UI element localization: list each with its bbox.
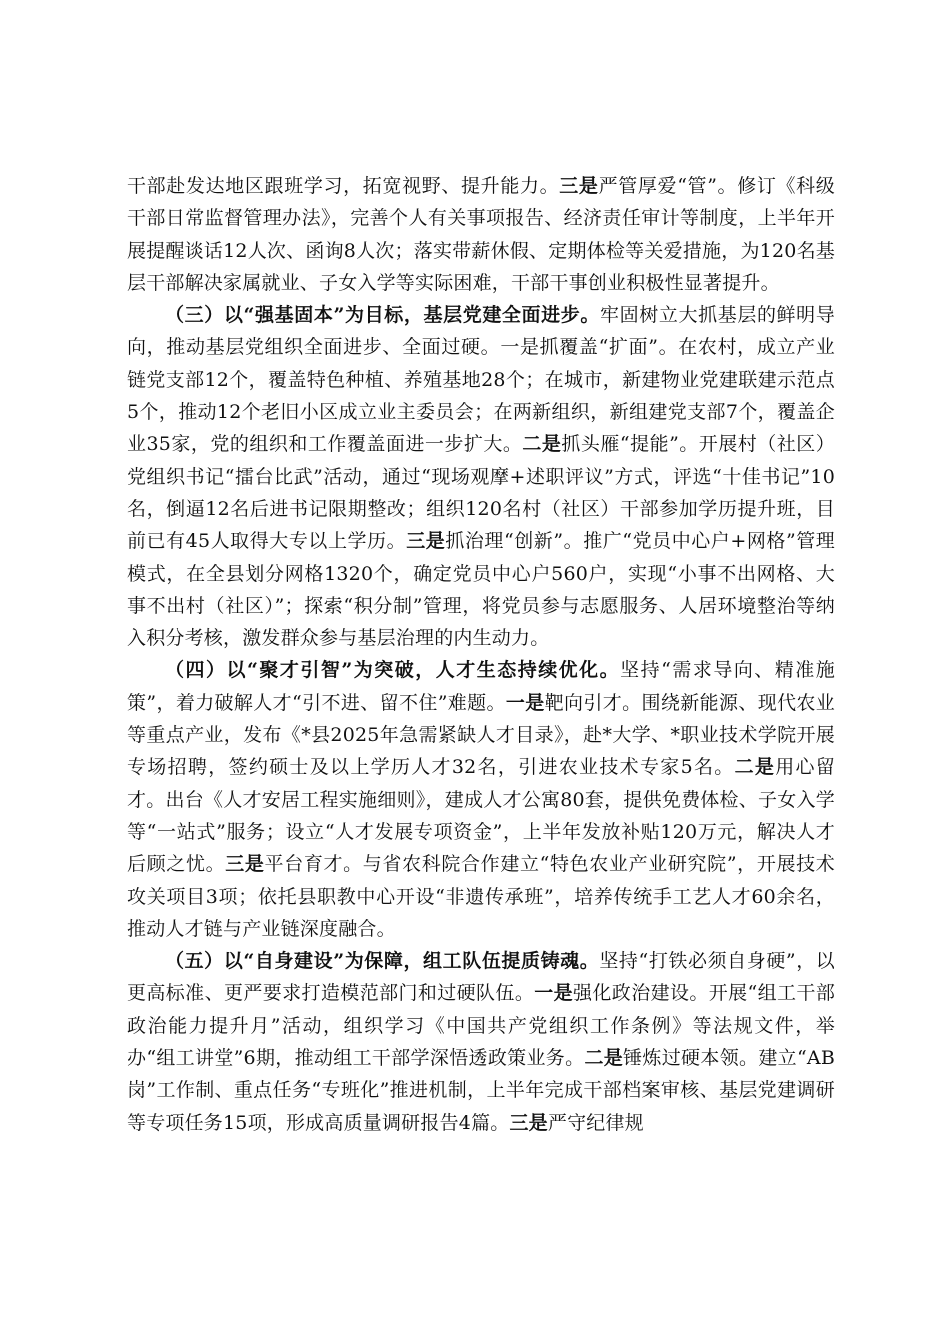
paragraph-continuation [127,170,835,299]
bold-marker: 二是 [734,756,776,779]
text-segment: 抓治理“创新”。推广“党员中心户+网格”管理模式，在全县划分网格1320个，确定党员中心户560户，实现“小事不出网格、大事不出村（社区）”；探索“积分制”管理，将党员参与志愿服务、人居环境整治等纳入积分考核，激发群众参与基层治理的内生动力。 [127,530,835,650]
text-segment: 严守纪律规 [547,1111,644,1134]
paragraph-section-4 [127,654,835,945]
text-segment: 强化政治建设。开展“组工干部政治能力提升月”活动，组织学习《中国共产党组织工作条例》等法规文件，举办“组工讲堂”6期，推动组工干部学深悟透政策业务。 [127,982,836,1070]
section-heading: （三）以“强基固本”为目标，基层党建全面进步。 [165,304,601,327]
text-segment: 严管厚爱“管”。修订《科级干部日常监督管理办法》，完善个人有关事项报告、经济责任审计等制度，上半年开展提醒谈话12人次、函询8人次；落实带薪休假、定期体检等关爱措施，为120名基层干部解决家属就业、子女入学等实际困难，干部干事创业积极性显著提升。 [127,175,836,294]
text-segment: 靶向引才。围绕新能源、现代农业等重点产业，发布《*县2025年急需紧缺人才目录》，赴*大学、*职业技术学院开展专场招聘，签约硕士及以上学历人才32名，引进农业技术专家5名。 [127,691,836,779]
text-segment: 一是 [500,336,540,359]
paragraph-section-3 [127,299,835,654]
bold-marker: 三是 [509,1111,548,1134]
bold-marker: 三是 [406,530,446,553]
text-segment: 坚持“打铁必须自身硬”，以更高标准、更严要求打造模范部门和过硬队伍。 [127,950,835,1005]
section-heading: （五）以“自身建设”为保障，组工队伍提质铸魂。 [165,950,600,973]
section-heading: （四）以“聚才引智”为突破，人才生态持续优化。 [165,659,621,682]
bold-marker: 二是 [584,1047,624,1070]
bold-marker: 三是 [559,175,599,197]
text-segment: 用心留才。出台《人才安居工程实施细则》，建成人才公寓80套，提供免费体检、子女入学等“一站式”服务；设立“人才发展专项资金”，上半年发放补贴120万元，解决人才后顾之忧。 [127,756,835,876]
text-segment: 坚持“需求导向、精准施策”，着力破解人才“引不进、留不住”难题。 [127,659,835,714]
document-body [127,170,835,1139]
bold-marker: 二是 [522,433,562,456]
bold-marker: 三是 [225,853,265,876]
bold-marker: 一是 [534,982,574,1005]
paragraph-section-5 [127,945,835,1139]
text-segment: 锤炼过硬本领。建立“AB岗”工作制、重点任务“专班化”推进机制，上半年完成干部档案审核、基层党建调研等专项任务15项，形成高质量调研报告4篇。 [127,1047,835,1134]
text-segment: 抓头雁“提能”。开展村（社区）党组织书记“擂台比武”活动，通过“现场观摩+述职评议”方式，评选“十佳书记”10名，倒逼12名后进书记限期整改；组织120名村（社区）干部参加学历提升班，目前已有45人取得大专以上学历。 [127,433,835,553]
text-segment: 抓覆盖“扩面”。在农村，成立产业链党支部12个，覆盖特色种植、养殖基地28个；在城市，新建物业党建联建示范点5个，推动12个老旧小区成立业主委员会；在两新组织，新组建党支部7个，覆盖企业35家，党的组织和工作覆盖面进一步扩大。 [127,336,835,456]
text-segment: 干部赴发达地区跟班学习，拓宽视野、提升能力。 [127,175,560,197]
text-segment: 牢固树立大抓基层的鲜明导向，推动基层党组织全面进步、全面过硬。 [127,304,835,359]
bold-marker: 一是 [505,691,545,714]
text-segment: 平台育才。与省农科院合作建立“特色农业产业研究院”，开展技术攻关项目3项；依托县职教中心开设“非遗传承班”，培养传统手工艺人才60余名，推动人才链与产业链深度融合。 [127,853,835,940]
